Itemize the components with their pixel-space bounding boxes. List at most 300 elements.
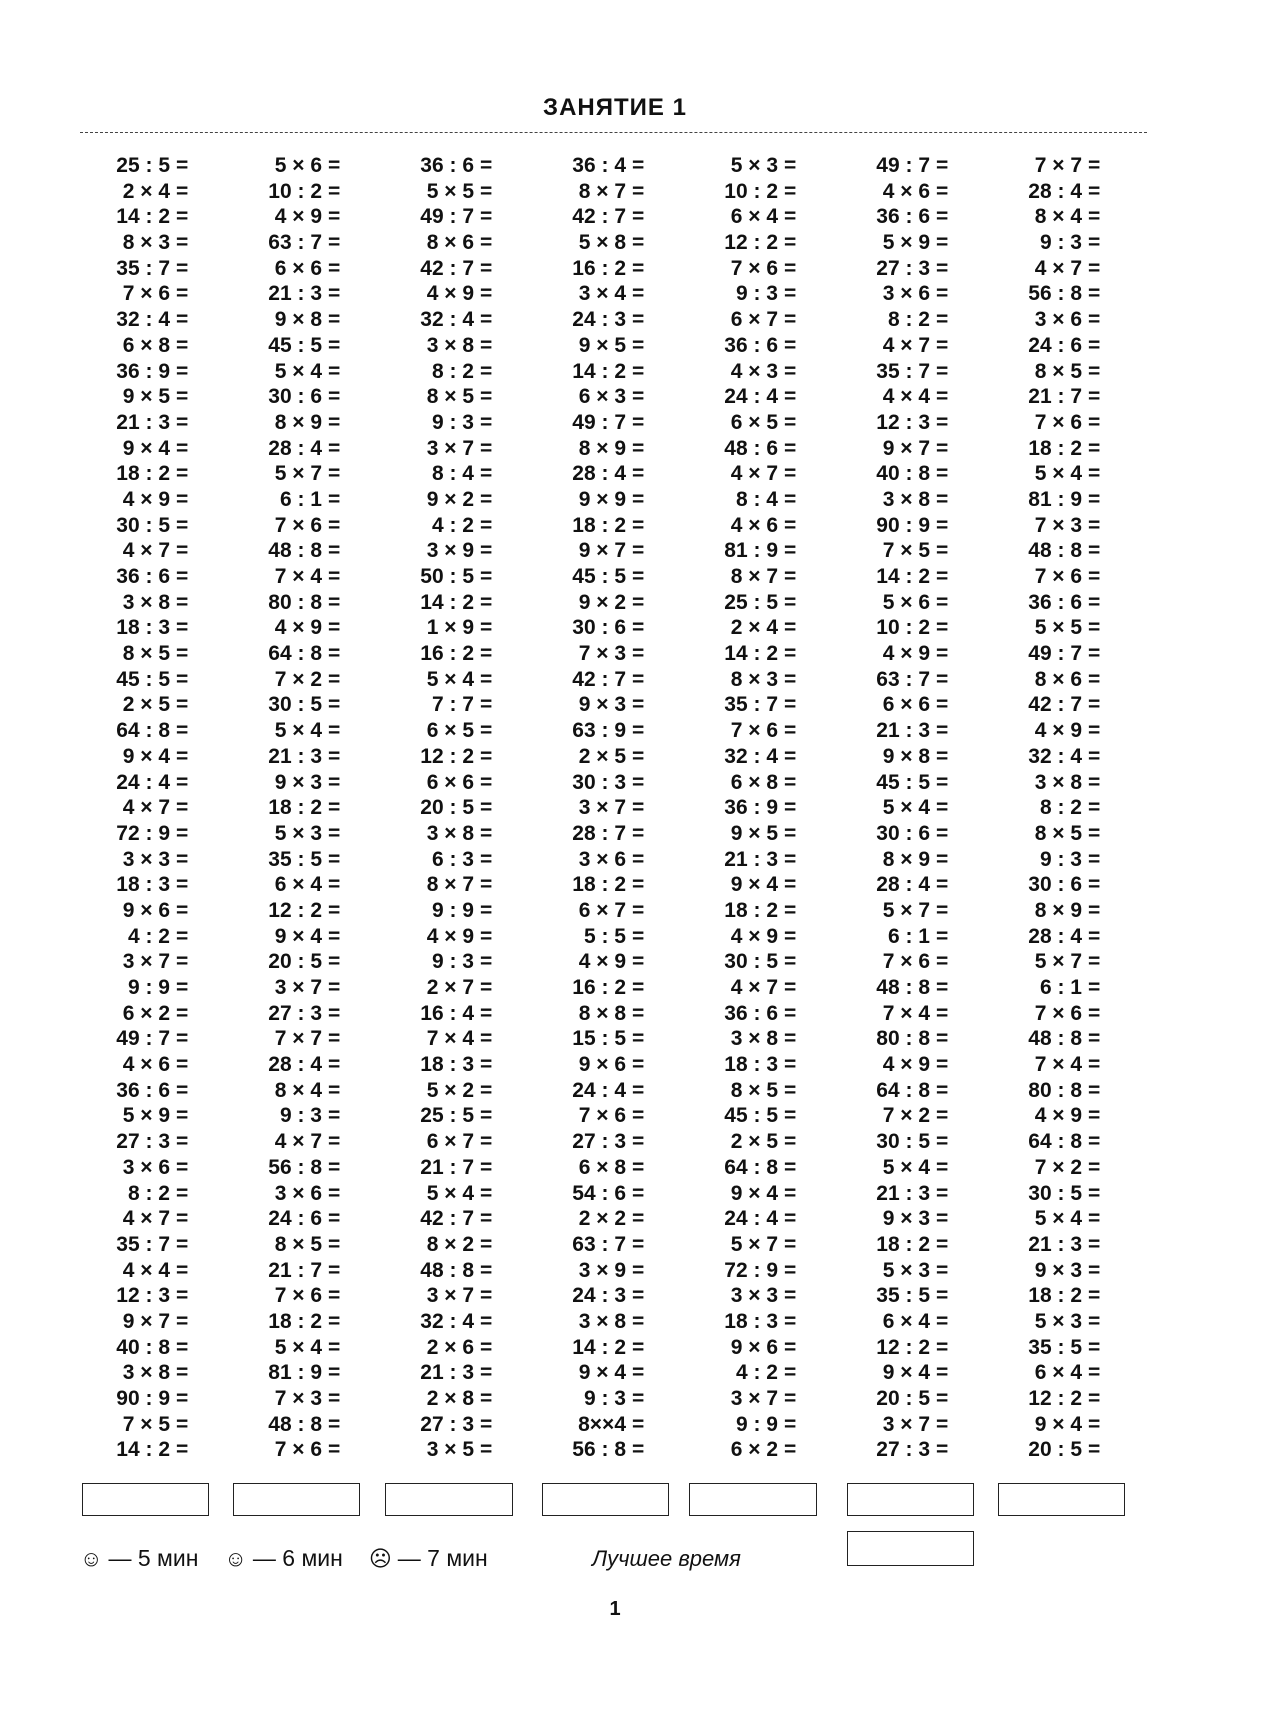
equals-sign: = (936, 873, 949, 897)
equals-sign: = (328, 950, 341, 974)
exercise-item (80, 1026, 220, 1052)
exercise-expression: 80 : 8 (1028, 1078, 1082, 1102)
exercise-expression: 35 : 7 (116, 256, 170, 280)
equals-sign: = (632, 1412, 645, 1436)
equals-sign: = (176, 1412, 189, 1436)
exercise-expression: 5 × 8 (578, 231, 626, 255)
equals-sign: = (936, 616, 949, 640)
equals-sign: = (1088, 1335, 1101, 1359)
equals-sign: = (176, 1438, 189, 1462)
equals-sign: = (784, 205, 797, 229)
equals-sign: = (936, 1078, 949, 1102)
equals-sign: = (480, 873, 493, 897)
exercise-expression: 80 : 8 (268, 590, 322, 614)
exercise-expression: 5 × 4 (274, 1335, 322, 1359)
exercise-item (384, 975, 524, 1001)
equals-sign: = (328, 385, 341, 409)
equals-sign: = (480, 1284, 493, 1308)
exercise-column-5 (688, 153, 828, 1463)
answer-box-col-2[interactable] (233, 1483, 360, 1516)
exercise-item (688, 1001, 828, 1027)
exercise-item (80, 230, 220, 256)
exercise-item (232, 487, 372, 513)
equals-sign: = (936, 1361, 949, 1385)
exercise-expression: 8 × 5 (122, 642, 170, 666)
equals-sign: = (1088, 205, 1101, 229)
exercise-expression: 14 : 2 (876, 565, 930, 588)
equals-sign: = (632, 179, 645, 203)
exercise-item (688, 333, 828, 359)
equals-sign: = (1088, 1309, 1101, 1333)
exercise-item (384, 872, 524, 898)
exercise-expression: 2 × 6 (426, 1335, 474, 1359)
equals-sign: = (176, 1130, 189, 1154)
equals-sign: = (480, 1361, 493, 1385)
exercise-item (840, 1386, 980, 1412)
exercise-expression: 4 × 7 (122, 539, 170, 563)
exercise-item (232, 461, 372, 487)
exercise-expression: 3 × 7 (122, 950, 170, 974)
exercise-item (688, 1052, 828, 1078)
answer-box-col-6[interactable] (847, 1483, 974, 1516)
exercise-item (992, 615, 1132, 641)
equals-sign: = (1088, 410, 1101, 434)
equals-sign: = (480, 282, 493, 306)
exercise-expression: 1 × 9 (426, 616, 474, 640)
equals-sign: = (784, 744, 797, 768)
exercise-item (80, 513, 220, 539)
exercise-item (232, 1206, 372, 1232)
exercise-expression: 80 : 8 (876, 1027, 930, 1051)
equals-sign: = (176, 1258, 189, 1282)
exercise-item (536, 924, 676, 950)
exercise-expression: 3 × 6 (122, 1155, 170, 1179)
exercise-item (536, 538, 676, 564)
equals-sign: = (328, 1284, 341, 1308)
exercise-item (536, 1232, 676, 1258)
exercise-expression: 21 : 3 (268, 282, 322, 306)
exercise-expression: 7 × 4 (882, 1001, 930, 1025)
exercise-item (688, 1078, 828, 1104)
equals-sign: = (480, 667, 493, 691)
exercise-item (840, 1437, 980, 1463)
exercise-item (992, 256, 1132, 282)
exercise-item (536, 1386, 676, 1412)
equals-sign: = (784, 667, 797, 691)
exercise-item (688, 1258, 828, 1284)
equals-sign: = (936, 1155, 949, 1179)
exercise-expression: 3 × 8 (1034, 770, 1082, 794)
exercise-expression: 5 × 4 (274, 359, 322, 383)
exercise-expression: 63 : 7 (876, 667, 930, 691)
exercise-expression: 8 × 9 (578, 436, 626, 460)
equals-sign: = (1088, 539, 1101, 563)
exercise-expression: 90 : 9 (876, 513, 930, 537)
answer-box-col-4[interactable] (542, 1483, 669, 1516)
exercise-expression: 6 : 1 (1039, 976, 1082, 999)
exercise-expression: 5 × 4 (426, 1181, 474, 1205)
exercise-expression: 8 : 2 (1039, 796, 1082, 820)
exercise-item (688, 1181, 828, 1207)
equals-sign: = (480, 1309, 493, 1333)
equals-sign: = (1088, 1207, 1101, 1231)
exercise-item (992, 384, 1132, 410)
equals-sign: = (1088, 231, 1101, 255)
equals-sign: = (784, 1387, 797, 1410)
equals-sign: = (480, 1181, 493, 1205)
exercise-item (80, 307, 220, 333)
exercise-item (536, 692, 676, 718)
exercise-expression: 28 : 4 (1028, 179, 1082, 203)
exercise-expression: 4 × 7 (1034, 256, 1082, 280)
exercise-expression: 3 × 8 (730, 1027, 778, 1051)
exercise-item (992, 436, 1132, 462)
equals-sign: = (632, 513, 645, 537)
exercise-expression: 7 × 6 (122, 282, 170, 306)
exercise-expression: 25 : 5 (420, 1104, 474, 1128)
exercise-expression: 12 : 2 (268, 898, 322, 922)
exercise-expression: 4 × 9 (578, 950, 626, 974)
exercise-item (992, 333, 1132, 359)
exercise-item (536, 179, 676, 205)
exercise-expression: 4 × 9 (426, 924, 474, 948)
exercise-item (992, 1206, 1132, 1232)
exercise-expression: 9 × 5 (122, 385, 170, 409)
exercise-expression: 5 × 6 (274, 154, 322, 177)
exercise-item (688, 1155, 828, 1181)
exercise-item (992, 230, 1132, 256)
exercise-expression: 45 : 5 (876, 770, 930, 794)
exercise-expression: 4 × 9 (730, 924, 778, 948)
equals-sign: = (632, 1130, 645, 1154)
equals-sign: = (1088, 385, 1101, 409)
equals-sign: = (784, 565, 797, 588)
equals-sign: = (632, 667, 645, 691)
exercise-expression: 18 : 2 (724, 898, 778, 922)
equals-sign: = (632, 873, 645, 897)
exercise-item (688, 487, 828, 513)
equals-sign: = (1088, 1412, 1101, 1436)
exercise-item (992, 872, 1132, 898)
exercise-item (840, 1283, 980, 1309)
exercise-item (992, 1026, 1132, 1052)
exercise-expression: 56 : 8 (572, 1438, 626, 1462)
exercise-expression: 4 × 4 (882, 385, 930, 409)
exercise-expression: 7 × 6 (1034, 565, 1082, 588)
exercise-item (80, 461, 220, 487)
exercise-expression: 18 : 3 (724, 1053, 778, 1077)
exercise-item (80, 692, 220, 718)
exercise-expression: 6 : 3 (431, 847, 474, 871)
exercise-expression: 9 × 4 (274, 924, 322, 948)
equals-sign: = (480, 1053, 493, 1077)
exercise-expression: 8 × 4 (1034, 205, 1082, 229)
exercise-item (992, 1412, 1132, 1438)
exercise-expression: 24 : 3 (572, 1284, 626, 1308)
exercise-item (80, 256, 220, 282)
equals-sign: = (328, 436, 341, 460)
exercise-item (384, 1437, 524, 1463)
exercise-expression: 25 : 5 (724, 590, 778, 614)
equals-sign: = (328, 590, 341, 614)
equals-sign: = (176, 539, 189, 563)
exercise-item (384, 359, 524, 385)
exercise-item (232, 384, 372, 410)
exercise-expression: 8 : 2 (127, 1181, 170, 1205)
equals-sign: = (632, 719, 645, 743)
exercise-item (688, 204, 828, 230)
exercise-item (536, 359, 676, 385)
equals-sign: = (328, 231, 341, 255)
exercise-expression: 6 × 4 (274, 873, 322, 897)
exercise-expression: 7 × 2 (274, 667, 322, 691)
exercise-item (232, 795, 372, 821)
exercise-item (536, 847, 676, 873)
exercise-expression: 54 : 6 (572, 1181, 626, 1205)
equals-sign: = (936, 154, 949, 177)
exercise-item (232, 847, 372, 873)
equals-sign: = (936, 256, 949, 280)
exercise-item (992, 718, 1132, 744)
equals-sign: = (328, 616, 341, 640)
equals-sign: = (936, 513, 949, 537)
equals-sign: = (936, 1027, 949, 1051)
smile-icon: ☺ (80, 1545, 103, 1571)
equals-sign: = (784, 1104, 797, 1128)
exercise-item (840, 281, 980, 307)
equals-sign: = (936, 231, 949, 255)
exercise-item (688, 436, 828, 462)
exercise-item (840, 256, 980, 282)
equals-sign: = (480, 462, 493, 486)
equals-sign: = (1088, 924, 1101, 948)
exercise-expression: 63 : 9 (572, 719, 626, 743)
exercise-expression: 3 × 8 (122, 1361, 170, 1385)
exercise-expression: 24 : 6 (268, 1207, 322, 1231)
exercise-expression: 8 : 2 (431, 359, 474, 383)
exercise-item (840, 461, 980, 487)
exercise-item (232, 1283, 372, 1309)
exercise-item (80, 487, 220, 513)
equals-sign: = (784, 410, 797, 434)
exercise-item (688, 1129, 828, 1155)
equals-sign: = (936, 976, 949, 999)
equals-sign: = (176, 410, 189, 434)
exercise-item (840, 153, 980, 179)
exercise-expression: 5 × 5 (1034, 616, 1082, 640)
exercise-item (840, 692, 980, 718)
exercise-item (80, 538, 220, 564)
exercise-item (80, 1103, 220, 1129)
exercise-item (536, 1181, 676, 1207)
equals-sign: = (1088, 1284, 1101, 1308)
exercise-item (992, 461, 1132, 487)
exercise-item (840, 384, 980, 410)
equals-sign: = (632, 462, 645, 486)
equals-sign: = (936, 1130, 949, 1154)
answer-box-col-5[interactable] (689, 1483, 817, 1516)
exercise-column-3 (384, 153, 524, 1463)
exercise-expression: 9 × 7 (882, 436, 930, 460)
exercise-item (384, 795, 524, 821)
exercise-item (232, 692, 372, 718)
exercise-item (992, 487, 1132, 513)
exercise-item (688, 975, 828, 1001)
exercise-expression: 30 : 3 (572, 770, 626, 794)
exercise-expression: 16 : 2 (572, 976, 626, 999)
exercise-item (384, 1103, 524, 1129)
answer-box-col-7[interactable] (998, 1483, 1125, 1516)
equals-sign: = (480, 205, 493, 229)
equals-sign: = (176, 847, 189, 871)
exercise-expression: 8 × 5 (1034, 359, 1082, 383)
equals-sign: = (632, 282, 645, 306)
equals-sign: = (480, 487, 493, 511)
exercise-item (80, 744, 220, 770)
exercise-expression: 5 × 3 (730, 154, 778, 177)
answer-box-col-1[interactable] (82, 1483, 209, 1516)
exercise-expression: 7 × 3 (274, 1387, 322, 1410)
equals-sign: = (936, 821, 949, 845)
exercise-item (536, 564, 676, 590)
exercise-item (384, 744, 524, 770)
legend-text-5min: — 5 мин (108, 1545, 199, 1571)
exercise-expression: 2 × 5 (578, 744, 626, 768)
exercise-item (536, 333, 676, 359)
equals-sign: = (936, 462, 949, 486)
exercise-item (840, 1335, 980, 1361)
equals-sign: = (632, 1155, 645, 1179)
equals-sign: = (1088, 1078, 1101, 1102)
exercise-expression: 4 : 2 (431, 513, 474, 537)
exercise-item (840, 590, 980, 616)
exercise-expression: 30 : 5 (116, 513, 170, 537)
equals-sign: = (480, 642, 493, 666)
exercise-expression: 49 : 7 (1028, 642, 1082, 666)
exercise-expression: 28 : 4 (876, 873, 930, 897)
equals-sign: = (936, 1001, 949, 1025)
equals-sign: = (936, 1309, 949, 1333)
exercise-item (688, 821, 828, 847)
exercise-expression: 9 × 4 (730, 873, 778, 897)
exercise-item (80, 1283, 220, 1309)
exercise-item (840, 1181, 980, 1207)
equals-sign: = (936, 950, 949, 974)
exercise-expression: 9 : 9 (431, 898, 474, 922)
equals-sign: = (1088, 744, 1101, 768)
exercise-item (232, 1258, 372, 1284)
exercise-item (232, 564, 372, 590)
exercise-expression: 25 : 5 (116, 154, 170, 177)
equals-sign: = (176, 898, 189, 922)
equals-sign: = (328, 359, 341, 383)
exercise-expression: 20 : 5 (268, 950, 322, 974)
exercise-item (992, 281, 1132, 307)
exercise-item (80, 1335, 220, 1361)
equals-sign: = (936, 667, 949, 691)
neutral-face-icon: ☺ (224, 1545, 247, 1571)
equals-sign: = (480, 385, 493, 409)
exercise-expression: 2 × 2 (578, 1207, 626, 1231)
equals-sign: = (1088, 1438, 1101, 1462)
equals-sign: = (784, 231, 797, 255)
exercise-expression: 35 : 7 (724, 693, 778, 717)
answer-box-col-3[interactable] (385, 1483, 513, 1516)
exercise-expression: 64 : 8 (116, 719, 170, 743)
exercise-expression: 49 : 7 (420, 205, 474, 229)
equals-sign: = (632, 1387, 645, 1410)
exercise-item (80, 924, 220, 950)
equals-sign: = (936, 1335, 949, 1359)
equals-sign: = (328, 1232, 341, 1256)
equals-sign: = (632, 487, 645, 511)
exercise-item (536, 744, 676, 770)
equals-sign: = (480, 179, 493, 203)
exercise-item (80, 333, 220, 359)
equals-sign: = (936, 385, 949, 409)
exercise-expression: 5 × 4 (882, 1155, 930, 1179)
equals-sign: = (1088, 667, 1101, 691)
exercise-item (840, 1129, 980, 1155)
exercise-item (536, 975, 676, 1001)
exercise-item (80, 872, 220, 898)
exercise-expression: 16 : 2 (420, 642, 474, 666)
exercise-expression: 63 : 7 (572, 1232, 626, 1256)
equals-sign: = (632, 1078, 645, 1102)
exercise-expression: 48 : 8 (1028, 539, 1082, 563)
exercise-expression: 20 : 5 (1028, 1438, 1082, 1462)
exercise-item (840, 975, 980, 1001)
exercise-item (992, 359, 1132, 385)
exercise-expression: 3 × 7 (882, 1412, 930, 1436)
equals-sign: = (632, 436, 645, 460)
exercise-expression: 3 × 7 (730, 1387, 778, 1410)
exercise-item (232, 1129, 372, 1155)
exercise-item (232, 872, 372, 898)
equals-sign: = (328, 1387, 341, 1410)
equals-sign: = (936, 1284, 949, 1308)
exercise-expression: 4 × 6 (730, 513, 778, 537)
legend-text-6min: — 6 мин (252, 1545, 343, 1571)
exercise-expression: 42 : 7 (572, 667, 626, 691)
equals-sign: = (784, 590, 797, 614)
equals-sign: = (784, 1155, 797, 1179)
equals-sign: = (936, 565, 949, 588)
exercise-item (232, 744, 372, 770)
exercise-item (992, 1078, 1132, 1104)
exercise-expression: 14 : 2 (724, 642, 778, 666)
equals-sign: = (328, 667, 341, 691)
equals-sign: = (1088, 642, 1101, 666)
exercise-item (384, 898, 524, 924)
exercise-item (232, 590, 372, 616)
equals-sign: = (936, 1181, 949, 1205)
exercise-expression: 4 × 9 (1034, 719, 1082, 743)
exercise-expression: 4 × 7 (730, 462, 778, 486)
equals-sign: = (784, 1001, 797, 1025)
exercise-expression: 4 × 9 (882, 1053, 930, 1077)
equals-sign: = (176, 256, 189, 280)
exercise-expression: 35 : 5 (1028, 1335, 1082, 1359)
exercise-item (688, 179, 828, 205)
exercise-item (840, 795, 980, 821)
exercise-expression: 24 : 4 (724, 385, 778, 409)
exercise-item (536, 1258, 676, 1284)
best-time-box[interactable] (847, 1531, 974, 1566)
exercise-expression: 7 × 6 (730, 719, 778, 743)
exercise-expression: 7 × 5 (122, 1412, 170, 1436)
equals-sign: = (1088, 796, 1101, 820)
